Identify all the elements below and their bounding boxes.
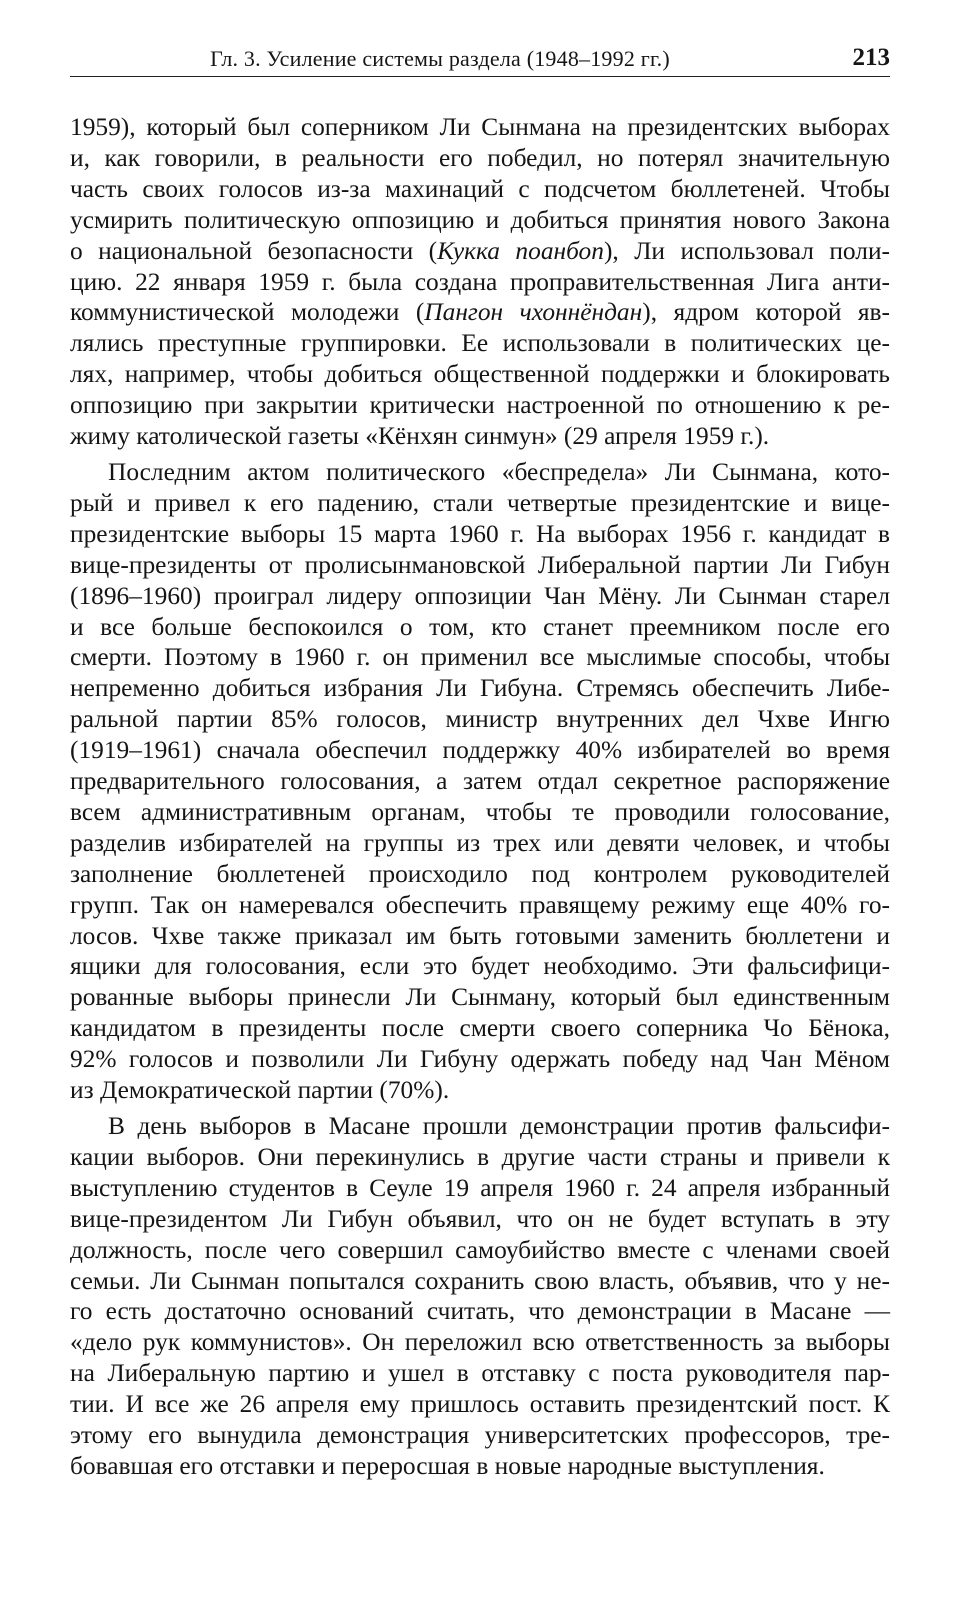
paragraph-1: [70, 112, 890, 452]
paragraph-2: [70, 457, 890, 1106]
text-line: рованные выборы принесли Ли Сынману, который был единственным: [70, 983, 890, 1012]
body-text: [70, 112, 890, 1482]
text-line: из Демократической партии (70%).: [70, 1076, 450, 1105]
book-page: [70, 40, 890, 1482]
text-line: цию. 22 января 1959 г. была создана проправительственная Лига анти-: [70, 267, 890, 296]
text-line: кандидатом в президенты после смерти своего соперника Чо Бёнока,: [70, 1014, 890, 1043]
text-line: должность, после чего совершил самоубийство вместе с членами своей: [70, 1235, 890, 1264]
text-line: (1919–1961) сначала обеспечил поддержку 40% избирателей во время: [70, 736, 890, 765]
text-fragment: ), ядром которой яв-: [642, 298, 890, 327]
text-line: усмирить политическую оппозицию и добиться принятия нового Закона: [70, 205, 890, 234]
text-line: заполнение бюллетеней происходило под контролем руководителей: [70, 859, 890, 888]
text-fragment: о национальной безопасности (: [70, 236, 438, 265]
page-number: 213: [852, 44, 890, 71]
text-line: (1896–1960) проиграл лидеру оппозиции Чан Мёну. Ли Сынман старел: [70, 581, 890, 610]
text-line: непременно добиться избрания Ли Гибуна. Стремясь обеспечить Либе-: [70, 674, 890, 703]
text-line: часть своих голосов из-за махинаций с подсчетом бюллетеней. Чтобы: [70, 174, 890, 203]
text-line: и все больше беспокоился о том, кто станет преемником после его: [70, 612, 890, 641]
text-line: групп. Так он намеревался обеспечить правящему режиму еще 40% го-: [70, 890, 890, 919]
text-line: ящики для голосования, если это будет необходимо. Эти фальсифици-: [70, 952, 890, 981]
running-title: Гл. 3. Усиление системы раздела (1948–1992 гг.): [210, 46, 670, 71]
italic-term: Пангон чхоннёндан: [424, 298, 643, 327]
text-line: предварительного голосования, а затем отдал секретное распоряжение: [70, 767, 890, 796]
text-line: вице-президентом Ли Гибун объявил, что он не будет вступать в эту: [70, 1204, 890, 1233]
text-line: этому его вынудила демонстрация университетских профессоров, тре-: [70, 1421, 890, 1450]
text-line: го есть достаточно оснований считать, что демонстрации в Масане —: [70, 1297, 890, 1326]
text-line: [70, 297, 890, 328]
text-line: семьи. Ли Сынман попытался сохранить свою власть, объявив, что у не-: [70, 1266, 890, 1295]
text-line: и, как говорили, в реальности его победил, но потерял значительную: [70, 143, 890, 172]
text-line: 92% голосов и позволили Ли Гибуну одержать победу над Чан Мёном: [70, 1045, 890, 1074]
text-line: оппозицию при закрытии критически настроенной по отношению к ре-: [70, 391, 890, 420]
running-header: [70, 40, 890, 77]
text-line: лосов. Чхве также приказал им быть готовыми заменить бюллетени и: [70, 921, 890, 950]
italic-term: Кукка поанбоп: [437, 236, 604, 265]
text-line: смерти. Поэтому в 1960 г. он применил все мыслимые способы, чтобы: [70, 643, 890, 672]
text-fragment: коммунистической молодежи (: [70, 298, 425, 327]
paragraph-3: [70, 1111, 890, 1482]
text-line: «дело рук коммунистов». Он переложил всю ответственность за выборы: [70, 1328, 890, 1357]
text-line: выступлению студентов в Сеуле 19 апреля 1960 г. 24 апреля избранный: [70, 1173, 890, 1202]
text-fragment: ), Ли использовал поли-: [603, 236, 890, 265]
text-line: лях, например, чтобы добиться общественной поддержки и блокировать: [70, 360, 890, 389]
text-line: на Либеральную партию и ушел в отставку с поста руководителя пар-: [70, 1359, 890, 1388]
text-line: всем административным органам, чтобы те проводили голосование,: [70, 797, 890, 826]
text-line: 1959), который был соперником Ли Сынмана на президентских выборах: [70, 113, 890, 141]
text-line: жиму католической газеты «Кёнхян синмун» (29 апреля 1959 г.).: [70, 422, 770, 451]
text-line: бовавшая его отставки и переросшая в новые народные выступления.: [70, 1451, 825, 1480]
text-line: вице-президенты от пролисынмановской Либеральной партии Ли Гибун: [70, 550, 890, 579]
text-line: разделив избирателей на группы из трех или девяти человек, и чтобы: [70, 828, 890, 857]
text-line: президентские выборы 15 марта 1960 г. На выборах 1956 г. кандидат в: [70, 519, 890, 548]
text-line: Последним актом политического «беспредела» Ли Сынмана, кото-: [108, 457, 890, 486]
text-line: лялись преступные группировки. Ее использовали в политических це-: [70, 329, 890, 358]
text-line: В день выборов в Масане прошли демонстрации против фальсифи-: [108, 1112, 890, 1140]
text-line: кации выборов. Они перекинулись в другие части страны и привели к: [70, 1142, 890, 1171]
text-line: [70, 236, 890, 267]
text-line: ральной партии 85% голосов, министр внутренних дел Чхве Ингю: [70, 705, 890, 734]
text-line: тии. И все же 26 апреля ему пришлось оставить президентский пост. К: [70, 1390, 890, 1419]
text-line: рый и привел к его падению, стали четвертые президентские и вице-: [70, 488, 890, 517]
